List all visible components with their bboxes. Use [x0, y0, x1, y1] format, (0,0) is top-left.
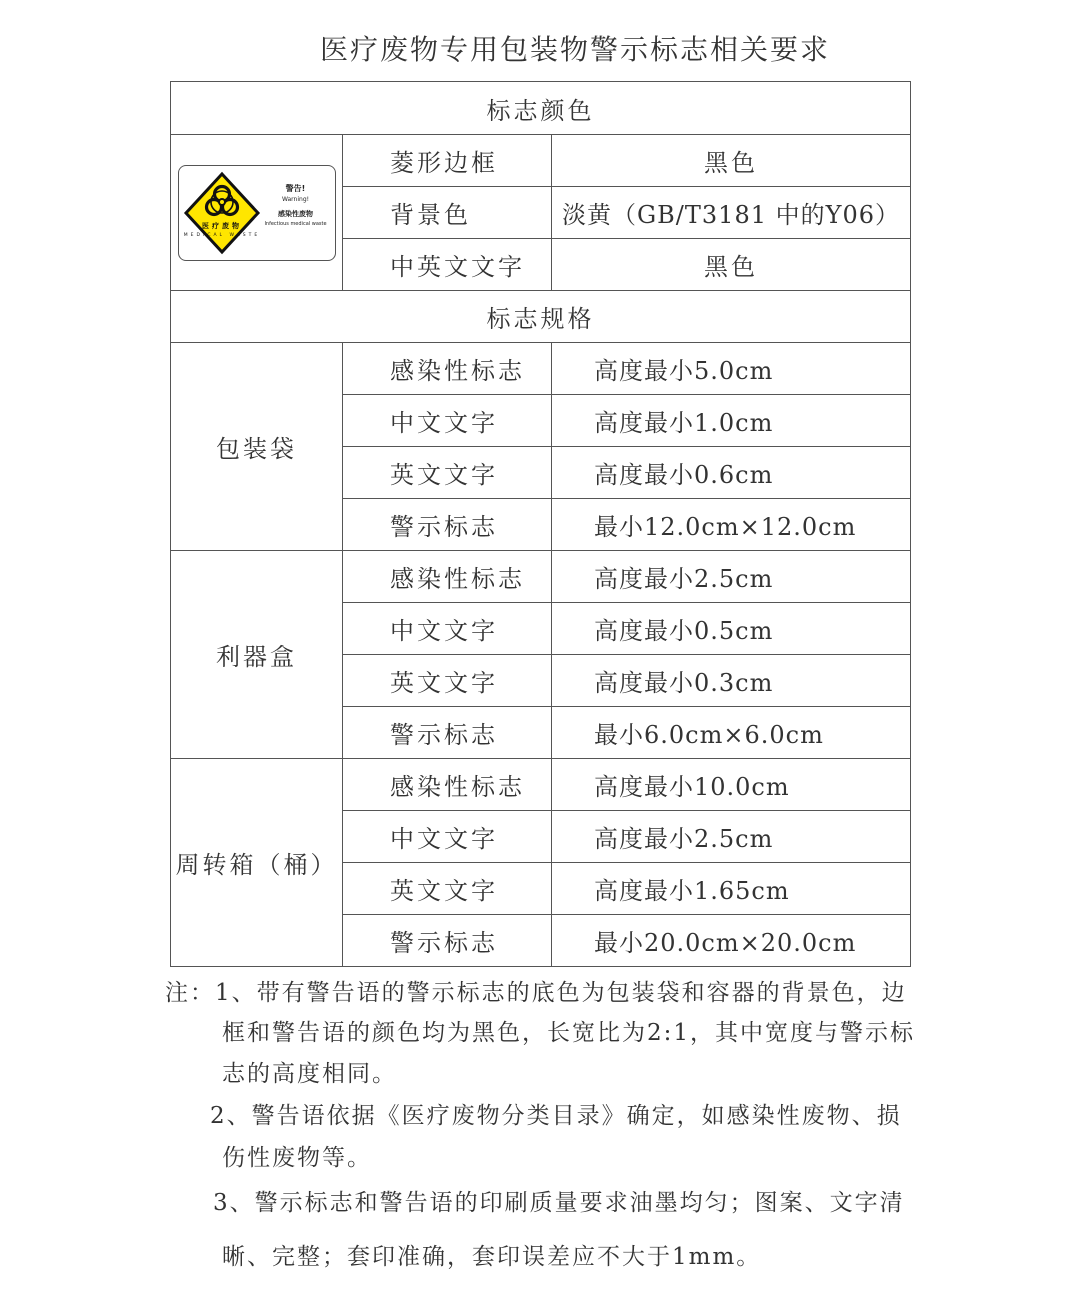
warning-label-sample [178, 165, 336, 261]
spec-item: 感染性标志 [343, 759, 552, 811]
spec-value: 最小6.0cm×6.0cm [552, 707, 911, 759]
spec-item: 英文文字 [343, 863, 552, 915]
biohazard-diamond-icon [183, 171, 261, 255]
spec-value: 最小20.0cm×20.0cm [552, 915, 911, 967]
spec-section-header: 标志规格 [171, 291, 911, 343]
spec-value: 高度最小1.0cm [552, 395, 911, 447]
page-title: 医疗废物专用包装物警示标志相关要求 [319, 33, 830, 66]
color-section-header: 标志颜色 [171, 82, 911, 135]
svg-text:MEDICAL WASTE: MEDICAL WASTE [183, 232, 260, 238]
logo-cell [171, 135, 343, 291]
spec-item: 中文文字 [343, 603, 552, 655]
spec-value: 最小12.0cm×12.0cm [552, 499, 911, 551]
note-line: 注：1、带有警告语的警示标志的底色为包装袋和容器的背景色，边 [165, 980, 907, 1006]
spec-value: 高度最小0.3cm [552, 655, 911, 707]
svg-text:医疗废物: 医疗废物 [201, 221, 242, 230]
color-value: 黑色 [552, 239, 911, 291]
note-line: 晰、完整；套印准确，套印误差应不大于1mm。 [222, 1244, 762, 1270]
spec-value: 高度最小10.0cm [552, 759, 911, 811]
color-value: 黑色 [552, 135, 911, 187]
spec-item: 中文文字 [343, 811, 552, 863]
spec-value: 高度最小0.5cm [552, 603, 911, 655]
color-item: 中英文文字 [343, 239, 552, 291]
group-name: 利器盒 [171, 551, 343, 759]
spec-value: 高度最小1.65cm [552, 863, 911, 915]
color-item: 菱形边框 [343, 135, 552, 187]
group-name: 周转箱（桶） [171, 759, 343, 967]
requirements-table [170, 81, 911, 967]
spec-value: 高度最小2.5cm [552, 551, 911, 603]
spec-item: 英文文字 [343, 655, 552, 707]
note-line: 伤性废物等。 [222, 1145, 372, 1171]
spec-value: 高度最小0.6cm [552, 447, 911, 499]
note-line: 2、警告语依据《医疗废物分类目录》确定，如感染性废物、损 [210, 1103, 902, 1129]
group-name: 包装袋 [171, 343, 343, 551]
spec-value: 高度最小2.5cm [552, 811, 911, 863]
color-item: 背景色 [343, 187, 552, 239]
note-line: 3、警示标志和警告语的印刷质量要求油墨均匀；图案、文字清 [213, 1190, 905, 1216]
color-value: 淡黄（GB/T3181 中的Y06） [552, 187, 911, 239]
note-line: 志的高度相同。 [222, 1061, 397, 1087]
spec-item: 警示标志 [343, 499, 552, 551]
spec-value: 高度最小5.0cm [552, 343, 911, 395]
spec-item: 感染性标志 [343, 551, 552, 603]
label-warning-text: 警告! Warning! 感染性废物 Infectious medical waste [264, 183, 327, 227]
note-line: 框和警告语的颜色均为黑色，长宽比为2:1，其中宽度与警示标 [222, 1020, 916, 1046]
spec-item: 英文文字 [343, 447, 552, 499]
spec-item: 警示标志 [343, 915, 552, 967]
spec-item: 警示标志 [343, 707, 552, 759]
spec-item: 中文文字 [343, 395, 552, 447]
spec-item: 感染性标志 [343, 343, 552, 395]
